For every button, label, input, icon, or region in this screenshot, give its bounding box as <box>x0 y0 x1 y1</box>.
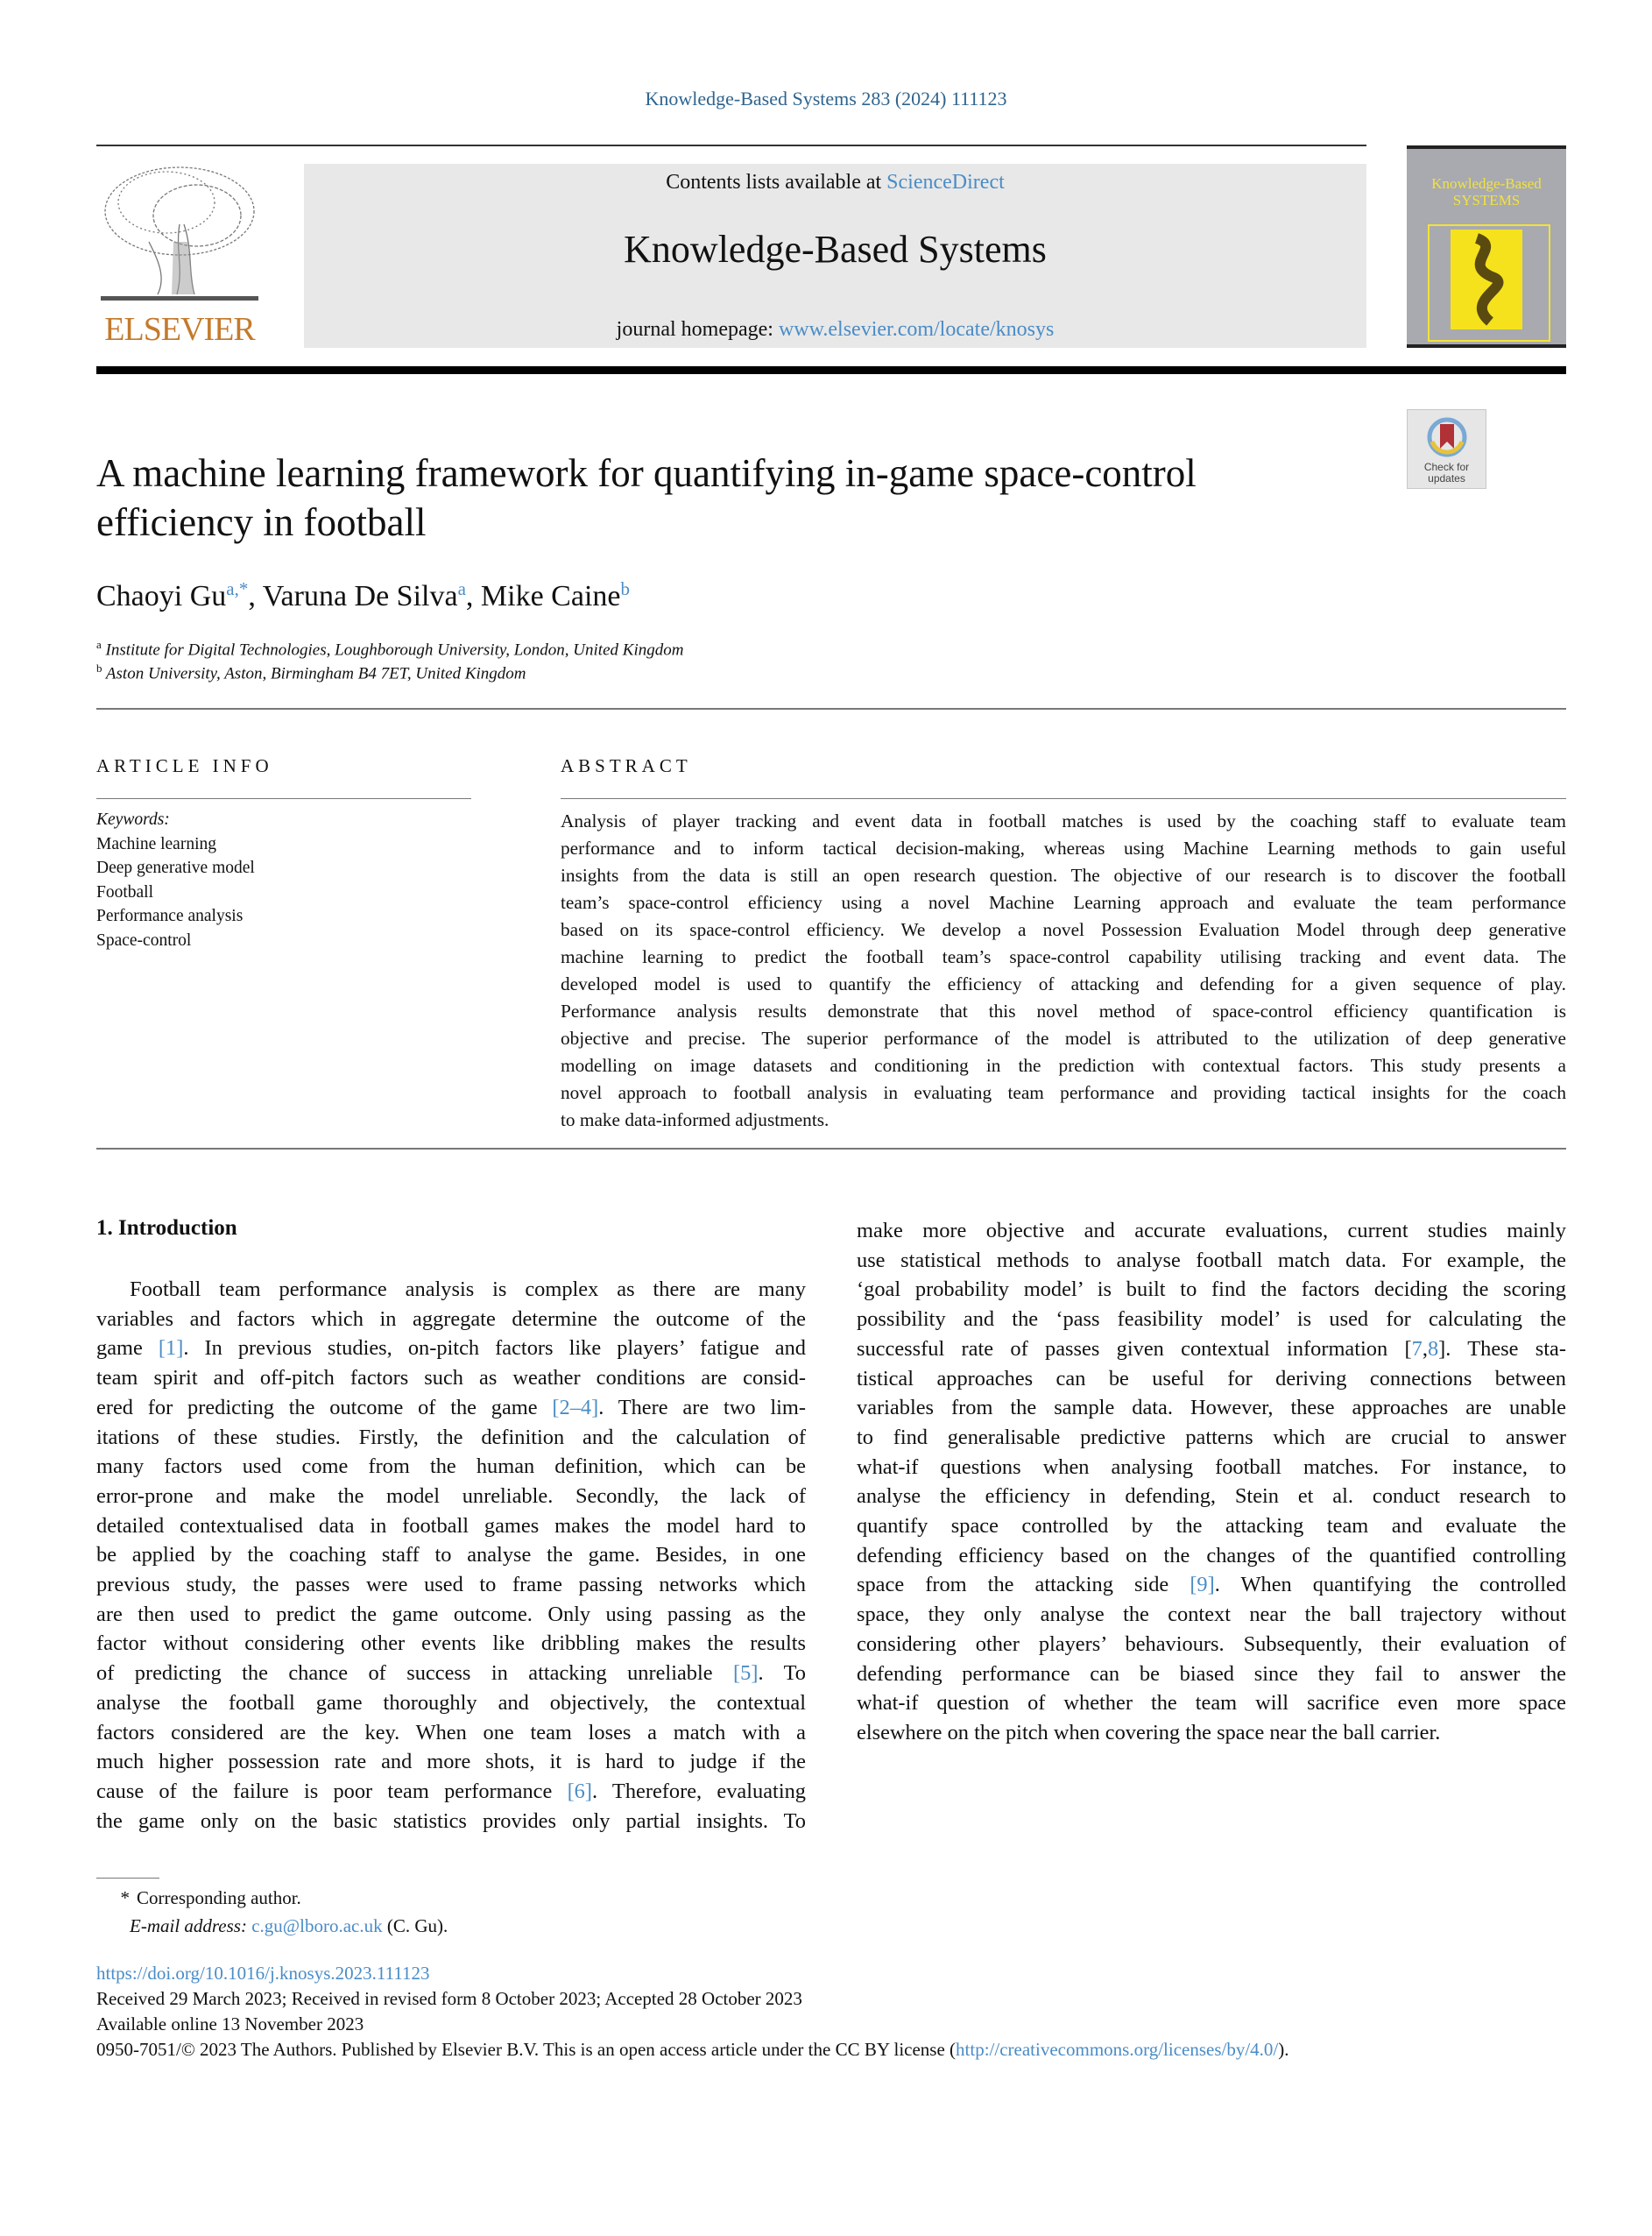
cover-image <box>1451 230 1522 329</box>
text-segment: game <box>96 1336 159 1361</box>
text-line <box>561 1107 1566 1134</box>
author-affil-mark[interactable]: b <box>620 578 630 599</box>
text-segment: objective and precise. The superior performance of the model is attributed to the utilization of deep generative <box>561 1028 1566 1049</box>
body-column-left <box>96 1275 806 1836</box>
contents-line <box>304 171 1366 195</box>
text-segment: itations of these studies. Firstly, the definition and the calculation of <box>96 1425 806 1449</box>
text-line <box>96 1807 806 1836</box>
text-line <box>857 1541 1566 1571</box>
text-segment: many factors used come from the human definition, which can be <box>96 1454 806 1479</box>
divider <box>96 798 471 799</box>
footnote-corresponding-text: Corresponding author. <box>137 1887 301 1908</box>
author-name[interactable]: Varuna De Silva <box>262 580 458 612</box>
license-link[interactable]: http://creativecommons.org/licenses/by/4.0/ <box>956 2039 1279 2060</box>
text-segment: . Therefore, evaluating <box>592 1779 806 1803</box>
text-line <box>561 916 1566 944</box>
text-segment: factor without considering other events like dribbling makes the results <box>96 1631 806 1656</box>
contents-prefix: Contents lists available at <box>666 171 887 194</box>
text-segment: machine learning to predict the football team’s space-control capability utilising tracking and event data. The <box>561 946 1566 967</box>
text-segment: team spirit and off-pitch factors such as weather conditions are consid- <box>96 1366 806 1390</box>
available-online: Available online 13 November 2023 <box>96 2013 364 2034</box>
text-segment: what-if questions when analysing football matches. For instance, to <box>857 1454 1566 1479</box>
abstract-text <box>561 808 1566 1134</box>
text-line <box>561 808 1566 835</box>
text-segment: space from the attacking side <box>857 1573 1190 1597</box>
text-segment: tistical approaches can be useful for deriving connections between <box>857 1366 1566 1390</box>
divider <box>96 708 1566 710</box>
author-name[interactable]: Mike Caine <box>480 580 621 612</box>
footnote-corresponding <box>96 1884 448 1912</box>
text-segment: cause of the failure is poor team performance <box>96 1779 568 1803</box>
text-line <box>96 1777 806 1807</box>
text-line <box>96 1482 806 1511</box>
text-line <box>561 862 1566 889</box>
keyword: Performance analysis <box>96 907 244 925</box>
text-line <box>857 1570 1566 1600</box>
text-segment: variables from the sample data. However, these approaches are unable <box>857 1396 1566 1420</box>
text-line <box>96 1747 806 1777</box>
footnote-star: * <box>120 1887 130 1908</box>
divider <box>96 1148 1566 1150</box>
text-line <box>561 1079 1566 1107</box>
keyword: Football <box>96 882 154 902</box>
doi-link[interactable]: https://doi.org/10.1016/j.knosys.2023.111123 <box>96 1963 430 1984</box>
text-line <box>857 1364 1566 1394</box>
author-affil-mark[interactable]: a,* <box>226 578 249 599</box>
citation-link[interactable]: [1] <box>158 1336 184 1361</box>
email-suffix: (C. Gu). <box>382 1915 448 1936</box>
text-line <box>857 1659 1566 1689</box>
citation-link[interactable]: [2–4] <box>552 1395 599 1419</box>
text-line <box>561 1025 1566 1052</box>
cover-title-line1: Knowledge-Based <box>1431 175 1542 192</box>
license-prefix: 0950-7051/© 2023 The Authors. Published by Elsevier B.V. This is an open access article under the CC BY license ( <box>96 2039 957 2060</box>
text-segment: successful rate of passes given contextual information [ <box>857 1336 1412 1361</box>
check-for-updates-button[interactable] <box>1407 409 1486 489</box>
email-link[interactable]: c.gu@lboro.ac.uk <box>251 1915 383 1936</box>
text-line <box>857 1600 1566 1630</box>
journal-banner <box>304 164 1366 348</box>
header-rule <box>96 145 1366 146</box>
text-segment: detailed contextualised data in football games makes the model hard to <box>96 1513 806 1538</box>
text-line <box>96 1540 806 1570</box>
text-line <box>857 1216 1566 1246</box>
text-line <box>96 1570 806 1600</box>
text-segment: factors considered are the key. When one team loses a match with a <box>96 1720 806 1744</box>
text-segment: performance and to inform tactical decision-making, whereas using Machine Learning methods to gain useful <box>561 838 1566 859</box>
divider <box>561 798 1566 799</box>
affiliation <box>96 662 526 683</box>
author-name[interactable]: Chaoyi Gu <box>96 580 227 612</box>
text-segment: defending efficiency based on the changes of the quantified controlling <box>857 1543 1566 1567</box>
abstract-heading: ABSTRACT <box>561 755 692 776</box>
text-segment: much higher possession rate and more shots, it is hard to judge if the <box>96 1750 806 1774</box>
text-segment: to find generalisable predictive patterns which are crucial to answer <box>857 1425 1566 1449</box>
text-segment: error-prone and make the model unreliable. Secondly, the lack of <box>96 1483 806 1508</box>
text-segment: . In previous studies, on-pitch factors like players’ fatigue and <box>183 1336 806 1361</box>
citation-link[interactable]: [9] <box>1190 1573 1215 1597</box>
text-line <box>561 889 1566 916</box>
text-segment: insights from the data is still an open research question. The objective of our research is to discover the football <box>561 865 1566 886</box>
text-line <box>857 1688 1566 1718</box>
text-segment: to make data-informed adjustments. <box>561 1109 830 1130</box>
article-info-heading: ARTICLE INFO <box>96 755 273 776</box>
text-segment: what-if question of whether the team will sacrifice even more space <box>857 1691 1566 1716</box>
publication-info <box>96 1961 1289 2063</box>
text-segment: make more objective and accurate evaluations, current studies mainly <box>857 1219 1566 1242</box>
text-segment: novel approach to football analysis in evaluating team performance and providing tactical insights for the coach <box>561 1082 1566 1103</box>
text-line <box>96 1363 806 1393</box>
text-segment: use statistical methods to analyse football match data. For example, the <box>857 1248 1566 1272</box>
text-line <box>857 1334 1566 1364</box>
text-segment: of predicting the chance of success in attacking unreliable <box>96 1661 734 1686</box>
text-line <box>96 1423 806 1453</box>
keywords-block <box>96 808 255 952</box>
footnote <box>96 1884 448 1940</box>
keywords-label: Keywords: <box>96 810 170 829</box>
keyword: Machine learning <box>96 834 216 853</box>
footnote-rule <box>96 1878 159 1879</box>
text-line <box>96 1334 806 1363</box>
keyword: Deep generative model <box>96 859 255 877</box>
text-line <box>96 1452 806 1482</box>
text-segment: are then used to predict the game outcome. Only using passing as the <box>96 1602 806 1626</box>
keyword: Space-control <box>96 930 192 950</box>
homepage-link[interactable]: www.elsevier.com/locate/knosys <box>778 318 1055 341</box>
journal-title: Knowledge-Based Systems <box>624 228 1047 271</box>
sciencedirect-link[interactable]: ScienceDirect <box>886 171 1005 194</box>
check-updates-line1: Check for <box>1423 461 1470 473</box>
text-line <box>96 1659 806 1688</box>
text-line <box>857 1718 1566 1748</box>
journal-cover[interactable] <box>1407 145 1566 348</box>
text-segment: . There are two lim- <box>598 1395 806 1419</box>
email-label: E-mail address: <box>130 1915 247 1936</box>
text-line <box>96 1718 806 1748</box>
text-line <box>561 998 1566 1025</box>
affiliation <box>96 638 683 660</box>
text-line <box>561 971 1566 998</box>
text-line <box>96 1600 806 1630</box>
license-suffix: ). <box>1278 2039 1289 2060</box>
citation-link[interactable]: [6] <box>567 1779 593 1803</box>
affiliation-mark: b <box>96 662 102 675</box>
text-line <box>857 1423 1566 1453</box>
citation-link[interactable]: 8 <box>1427 1336 1439 1361</box>
elsevier-tree-icon <box>96 163 263 308</box>
text-segment: modelling on image datasets and conditioning in the prediction with contextual factors. This study presents a <box>561 1055 1566 1076</box>
text-line <box>857 1511 1566 1541</box>
affiliation-text: Aston University, Aston, Birmingham B4 7ET, United Kingdom <box>105 664 526 683</box>
text-segment: be applied by the coaching staff to analyse the game. Besides, in one <box>96 1543 806 1567</box>
text-segment: variables and factors which in aggregate determine the outcome of the <box>96 1306 806 1331</box>
body-column-right <box>857 1216 1566 1748</box>
text-line <box>857 1482 1566 1511</box>
author-list: Chaoyi $Gu^{a,*}$, Varuna De Silva$^a$, Mike Caine$^b$ <box>96 578 630 612</box>
cover-title-line2: SYSTEMS <box>1452 192 1521 209</box>
text-segment: ‘goal probability model’ is built to find the factors deciding the scoring <box>857 1277 1566 1302</box>
journal-citation[interactable]: Knowledge-Based Systems 283 (2024) 111123 <box>645 88 1007 110</box>
text-line <box>857 1453 1566 1482</box>
text-segment: ]. These sta- <box>1438 1336 1567 1361</box>
text-line <box>857 1393 1566 1423</box>
text-segment: quantify space controlled by the attacking team and evaluate the <box>857 1514 1566 1539</box>
cover-title <box>1407 175 1566 209</box>
text-segment: analyse the efficiency in defending, Stein et al. conduct research to <box>857 1484 1566 1509</box>
text-segment: based on its space-control efficiency. We develop a novel Possession Evaluation Model through deep generative <box>561 919 1566 940</box>
text-line <box>96 1305 806 1334</box>
text-line <box>96 1629 806 1659</box>
text-segment: considering other players’ behaviours. Subsequently, their evaluation of <box>857 1631 1566 1656</box>
text-segment: ered for predicting the outcome of the game <box>96 1395 553 1419</box>
text-segment: developed model is used to quantify the efficiency of attacking and defending for a given sequence of play. <box>561 973 1566 994</box>
text-segment: possibility and the ‘pass feasibility model’ is used for calculating the <box>857 1307 1566 1332</box>
text-segment: previous study, the passes were used to frame passing networks which <box>96 1573 806 1597</box>
text-segment: defending performance can be biased since they fail to answer the <box>857 1661 1566 1686</box>
footnote-email <box>96 1912 448 1940</box>
citation-link[interactable]: 7 <box>1411 1336 1423 1361</box>
text-line <box>857 1630 1566 1659</box>
text-line <box>857 1246 1566 1276</box>
text-line <box>96 1393 806 1423</box>
text-segment: team’s space-control efficiency using a novel Machine Learning approach and evaluate the team performance <box>561 892 1566 913</box>
text-line <box>857 1275 1566 1305</box>
article-title: A machine learning framework for quantifying in-game space-control efficiency in football <box>96 451 1197 544</box>
affiliation-mark: a <box>96 638 102 651</box>
received-dates: Received 29 March 2023; Received in revised form 8 October 2023; Accepted 28 October 2023 <box>96 1988 802 2009</box>
text-segment: analyse the football game thoroughly and objectively, the contextual <box>96 1690 806 1715</box>
text-segment: . When quantifying the controlled <box>1214 1573 1566 1597</box>
elsevier-wordmark: ELSEVIER <box>104 311 255 348</box>
text-segment: elsewhere on the pitch when covering the space near the ball carrier. <box>857 1720 1441 1744</box>
text-line <box>561 835 1566 862</box>
text-segment: the game only on the basic statistics provides only partial insights. To <box>96 1808 806 1833</box>
homepage-line <box>304 318 1366 342</box>
text-segment: Analysis of player tracking and event data in football matches is used by the coaching staff to evaluate team <box>561 810 1566 831</box>
text-segment: Football team performance analysis is complex as there are many <box>130 1277 806 1301</box>
text-segment: Performance analysis results demonstrate that this novel method of space-control efficiency quantification is <box>561 1001 1566 1022</box>
text-segment: , <box>1422 1336 1428 1361</box>
text-line <box>561 1052 1566 1079</box>
author-affil-mark[interactable]: a <box>457 578 466 599</box>
elsevier-logo[interactable] <box>96 163 263 349</box>
check-updates-line2: updates <box>1428 472 1465 485</box>
check-updates-icon <box>1425 415 1469 459</box>
text-segment: . To <box>758 1661 806 1686</box>
header-thick-rule <box>96 366 1566 374</box>
text-line <box>857 1305 1566 1334</box>
text-segment: space, they only analyse the context near the ball trajectory without <box>857 1603 1566 1627</box>
homepage-prefix: journal homepage: <box>616 318 779 341</box>
text-line <box>96 1688 806 1718</box>
text-line <box>96 1275 806 1305</box>
affiliation-text: Institute for Digital Technologies, Loughborough University, London, United Kingdom <box>105 640 684 660</box>
section-heading-introduction: 1. Introduction <box>96 1216 237 1240</box>
license-line <box>96 2037 1289 2063</box>
text-line <box>561 944 1566 971</box>
text-line <box>96 1511 806 1541</box>
citation-link[interactable]: [5] <box>733 1661 759 1686</box>
